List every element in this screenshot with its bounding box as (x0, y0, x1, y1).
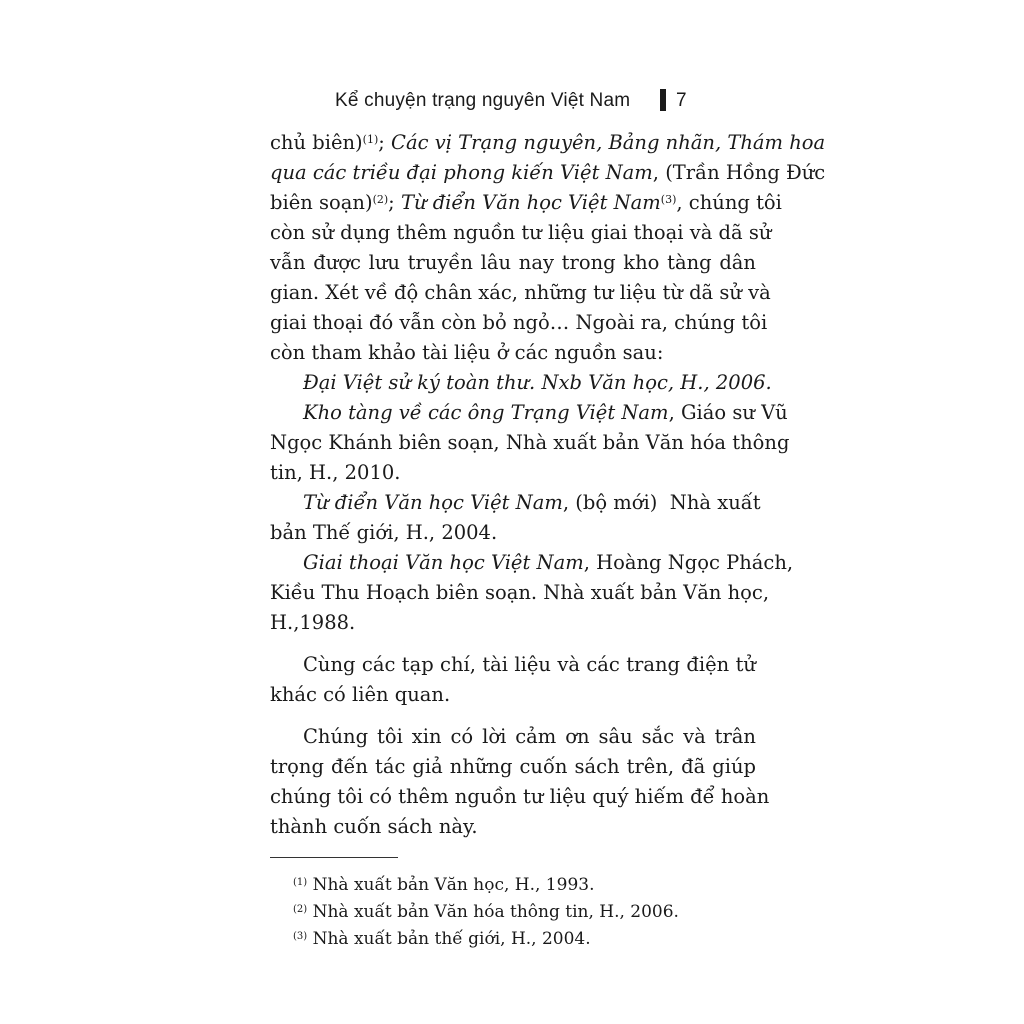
text-line: vẫn được lưu truyền lâu nay trong kho tàng dân (270, 251, 756, 274)
text-line: còn sử dụng thêm nguồn tư liệu giai thoại và dã sử (270, 221, 772, 244)
body-text (270, 128, 826, 842)
page-number: 7 (676, 90, 687, 111)
text-line: Kiều Thu Hoạch biên soạn. Nhà xuất bản Văn học, (270, 581, 770, 604)
text-line: thành cuốn sách này. (270, 815, 478, 838)
reference-item: Kho tàng về các ông Trạng Việt Nam, Giáo sư Vũ (303, 401, 788, 424)
reference-item: Đại Việt sử ký toàn thư. Nxb Văn học, H., 2006. (303, 371, 772, 394)
footnotes (293, 872, 733, 953)
text-line: Ngọc Khánh biên soạn, Nhà xuất bản Văn hóa thông (270, 431, 790, 454)
reference-item: Giai thoại Văn học Việt Nam, Hoàng Ngọc Phách, (303, 551, 794, 574)
text-line: Chúng tôi xin có lời cảm ơn sâu sắc và trân (303, 725, 756, 748)
text-line: tin, H., 2010. (270, 461, 401, 484)
header-separator-bar (660, 89, 666, 111)
text-line: còn tham khảo tài liệu ở các nguồn sau: (270, 341, 664, 364)
text-line: gian. Xét về độ chân xác, những tư liệu từ dã sử và (270, 281, 771, 304)
footnote-separator (270, 857, 398, 858)
text-line: bản Thế giới, H., 2004. (270, 521, 498, 544)
footnote: $^{(3)}$ Nhà xuất bản thế giới, H., 2004. (293, 929, 591, 949)
text-line: chủ biên)$^{(1)}$; Các vị Trạng nguyên, Bảng nhãn, Thám hoa (270, 131, 826, 154)
book-title: Kể chuyện trạng nguyên Việt Nam (335, 90, 631, 111)
text-line: H.,1988. (270, 611, 356, 634)
footnote: $^{(2)}$ Nhà xuất bản Văn hóa thông tin, H., 2006. (293, 902, 679, 922)
text-line: Cùng các tạp chí, tài liệu và các trang điện tử (303, 653, 756, 676)
text-line: chúng tôi có thêm nguồn tư liệu quý hiếm để hoàn (270, 785, 770, 808)
text-line: biên soạn)$^{(2)}$; Từ điển Văn học Việt Nam$^{(3)}$, chúng tôi (270, 191, 782, 214)
text-line: qua các triều đại phong kiến Việt Nam, (Trần Hồng Đức (270, 161, 826, 184)
text-line: giai thoại đó vẫn còn bỏ ngỏ… Ngoài ra, chúng tôi (270, 311, 768, 334)
reference-item: Từ điển Văn học Việt Nam, (bộ mới) Nhà xuất (303, 491, 761, 514)
text-line: khác có liên quan. (270, 683, 451, 706)
footnote: $^{(1)}$ Nhà xuất bản Văn học, H., 1993. (293, 875, 595, 895)
running-header (335, 86, 755, 116)
text-line: trọng đến tác giả những cuốn sách trên, đã giúp (270, 755, 756, 778)
